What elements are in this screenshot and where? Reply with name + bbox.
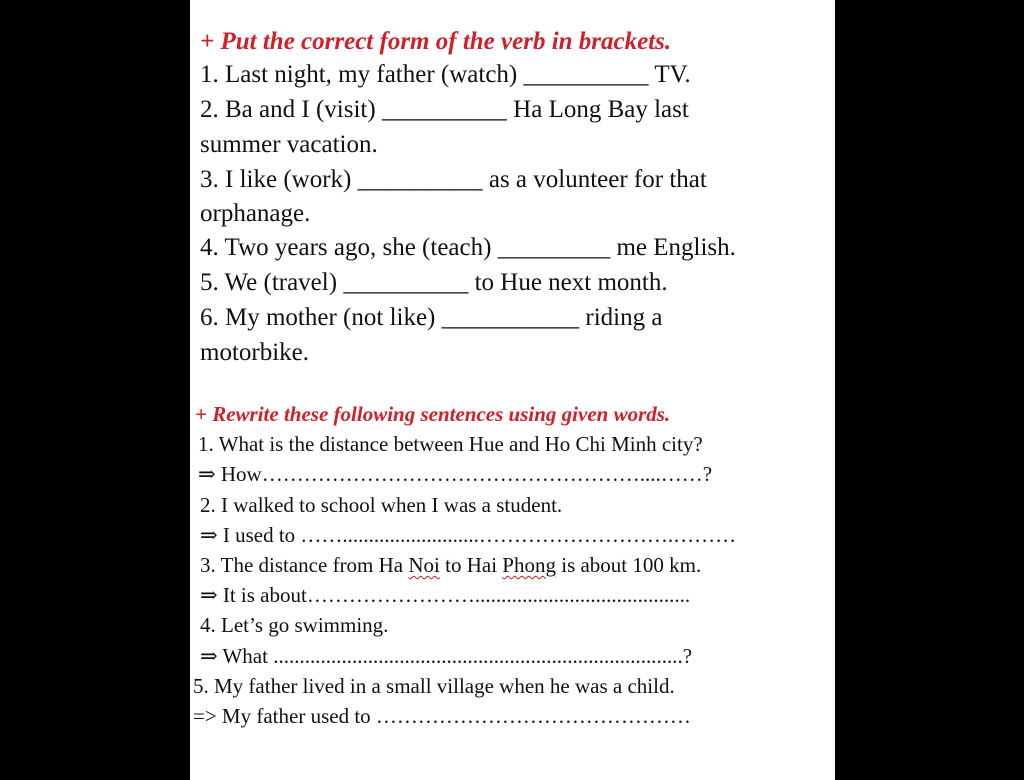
answer-blank[interactable]: __________ <box>523 61 649 88</box>
answer-prefix: => My father used to <box>193 704 371 728</box>
answer-blank[interactable]: __________ <box>357 166 483 193</box>
sentence-text: 5. We (travel) <box>200 269 338 296</box>
exercise2-question-5: 5. My father lived in a small village when he was a child. <box>193 674 675 698</box>
sentence-text: summer vacation. <box>200 131 378 158</box>
answer-dotted-line[interactable]: .............................................................................. <box>273 644 683 668</box>
answer-suffix: ? <box>702 462 713 486</box>
exercise1-line-9 <box>200 338 309 368</box>
sentence-text: riding a <box>585 304 663 331</box>
sentence-text: orphanage. <box>200 200 311 227</box>
answer-prefix: ⇒ How <box>198 462 262 486</box>
exercise2-question-1: 1. What is the distance between Hue and Ho Chi Minh city? <box>198 432 703 456</box>
exercise1-line-7 <box>200 268 668 298</box>
answer-suffix: ? <box>682 644 693 668</box>
sentence-text: 3. I like (work) <box>200 166 352 193</box>
sentence-text: Ha Long Bay last <box>513 96 689 123</box>
section1-heading: + Put the correct form of the verb in brackets. <box>200 28 672 55</box>
sentence-text: 2. Ba and I (visit) <box>200 96 376 123</box>
section2-heading: + Rewrite these following sentences using given words. <box>195 402 671 426</box>
exercise2-answer-5 <box>193 703 691 729</box>
answer-blank[interactable]: __________ <box>381 96 507 123</box>
exercise2-answer-1 <box>198 461 712 487</box>
exercise2-answer-2 <box>200 522 736 548</box>
sentence-text: 6. My mother (not like) <box>200 304 436 331</box>
answer-prefix: ⇒ What <box>200 644 268 668</box>
sentence-text: 4. Two years ago, she (teach) <box>200 234 492 261</box>
answer-blank[interactable]: ___________ <box>441 304 580 331</box>
exercise2-question-2: 2. I walked to school when I was a student. <box>200 493 563 517</box>
exercise1-line-1 <box>200 60 691 90</box>
answer-prefix: ⇒ It is about <box>200 583 307 607</box>
sentence-text: 1. Last night, my father (watch) <box>200 61 518 88</box>
spellcheck-word: Phong <box>502 553 556 577</box>
sentence-text: to Hue next month. <box>474 269 668 296</box>
sentence-text: as a volunteer for that <box>488 166 707 193</box>
exercise2-answer-4 <box>200 643 692 669</box>
sentence-text: 3. The distance from Ha <box>200 553 404 577</box>
sentence-text: is about 100 km. <box>561 553 702 577</box>
sentence-text: me English. <box>616 234 736 261</box>
exercise1-line-2 <box>200 95 689 125</box>
exercise2-question-3 <box>200 552 701 578</box>
exercise1-line-3 <box>200 130 378 160</box>
exercise2-answer-3 <box>200 582 690 608</box>
sentence-text: motorbike. <box>200 339 310 366</box>
exercise1-line-5 <box>200 199 310 229</box>
exercise2-question-4: 4. Let’s go swimming. <box>200 613 389 637</box>
spellcheck-word: Noi <box>408 553 440 577</box>
answer-prefix: ⇒ I used to <box>200 523 296 547</box>
sentence-text: to Hai <box>445 553 498 577</box>
exercise1-line-8 <box>200 303 662 333</box>
sentence-text: TV. <box>654 61 691 88</box>
answer-blank[interactable]: _________ <box>497 234 611 261</box>
answer-dotted-line[interactable]: ………………………………………………....…… <box>261 462 703 486</box>
answer-blank[interactable]: __________ <box>343 269 469 296</box>
answer-dotted-line[interactable]: ……………………………………… <box>375 704 691 728</box>
exercise1-line-6 <box>200 233 736 263</box>
exercise1-line-4 <box>200 165 707 195</box>
answer-dotted-line[interactable]: ……………………......................................... <box>306 583 691 607</box>
worksheet-page <box>190 0 835 780</box>
answer-dotted-line[interactable]: ……..........................……………………….……… <box>300 523 737 547</box>
